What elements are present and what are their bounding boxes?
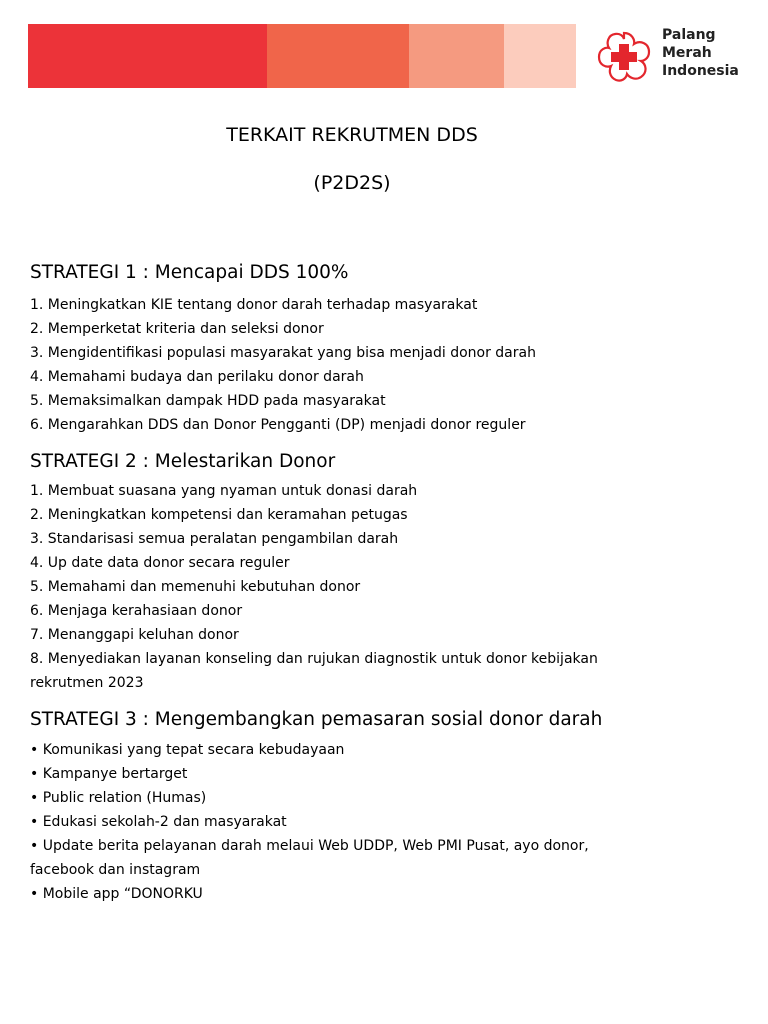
list-item: • Kampanye bertarget: [30, 766, 188, 782]
list-item: • Edukasi sekolah-2 dan masyarakat: [30, 814, 287, 830]
brand-line-2: Merah: [662, 45, 712, 61]
list-item: 3. Standarisasi semua peralatan pengambilan darah: [30, 531, 399, 547]
list-item: • Mobile app “DONORKU: [30, 886, 203, 902]
header-band-orange: [267, 24, 410, 88]
brand-line-3: Indonesia: [662, 63, 739, 79]
header-band-red: [28, 24, 268, 88]
list-item: facebook dan instagram: [30, 862, 201, 878]
strategi-1-heading: STRATEGI 1 : Mencapai DDS 100%: [30, 262, 349, 283]
header-band-peach: [504, 24, 576, 88]
list-item: • Komunikasi yang tepat secara kebudayaan: [30, 742, 345, 758]
strategi-1-list: [30, 293, 640, 437]
strategi-3-heading: STRATEGI 3 : Mengembangkan pemasaran sosial donor darah: [30, 709, 603, 730]
list-item: 3. Mengidentifikasi populasi masyarakat yang bisa menjadi donor darah: [30, 345, 536, 361]
red-cross-flower-icon: [596, 30, 652, 82]
list-item: • Update berita pelayanan darah melaui Web UDDP, Web PMI Pusat, ayo donor,: [30, 838, 589, 854]
list-item: 5. Memahami dan memenuhi kebutuhan donor: [30, 579, 361, 595]
list-item: 6. Mengarahkan DDS dan Donor Pengganti (DP) menjadi donor reguler: [30, 417, 526, 433]
strategi-2-list: [30, 479, 640, 695]
list-item: • Public relation (Humas): [30, 790, 207, 806]
page-subtitle: (P2D2S): [313, 172, 391, 194]
list-item: rekrutmen 2023: [30, 675, 144, 691]
page-title: TERKAIT REKRUTMEN DDS: [226, 124, 478, 146]
strategi-2-heading: STRATEGI 2 : Melestarikan Donor: [30, 451, 336, 472]
list-item: 1. Meningkatkan KIE tentang donor darah terhadap masyarakat: [30, 297, 478, 313]
list-item: 5. Memaksimalkan dampak HDD pada masyarakat: [30, 393, 386, 409]
list-item: 2. Meningkatkan kompetensi dan keramahan petugas: [30, 507, 408, 523]
list-item: 1. Membuat suasana yang nyaman untuk donasi darah: [30, 483, 418, 499]
list-item: 2. Memperketat kriteria dan seleksi donor: [30, 321, 324, 337]
pmi-logo: [596, 26, 756, 86]
list-item: 7. Menanggapi keluhan donor: [30, 627, 239, 643]
header-band-salmon: [409, 24, 505, 88]
list-item: 8. Menyediakan layanan konseling dan rujukan diagnostik untuk donor kebijakan: [30, 651, 598, 667]
list-item: 6. Menjaga kerahasiaan donor: [30, 603, 243, 619]
strategi-3-list: [30, 738, 640, 906]
list-item: 4. Memahami budaya dan perilaku donor darah: [30, 369, 364, 385]
list-item: 4. Up date data donor secara reguler: [30, 555, 290, 571]
brand-line-1: Palang: [662, 27, 716, 43]
